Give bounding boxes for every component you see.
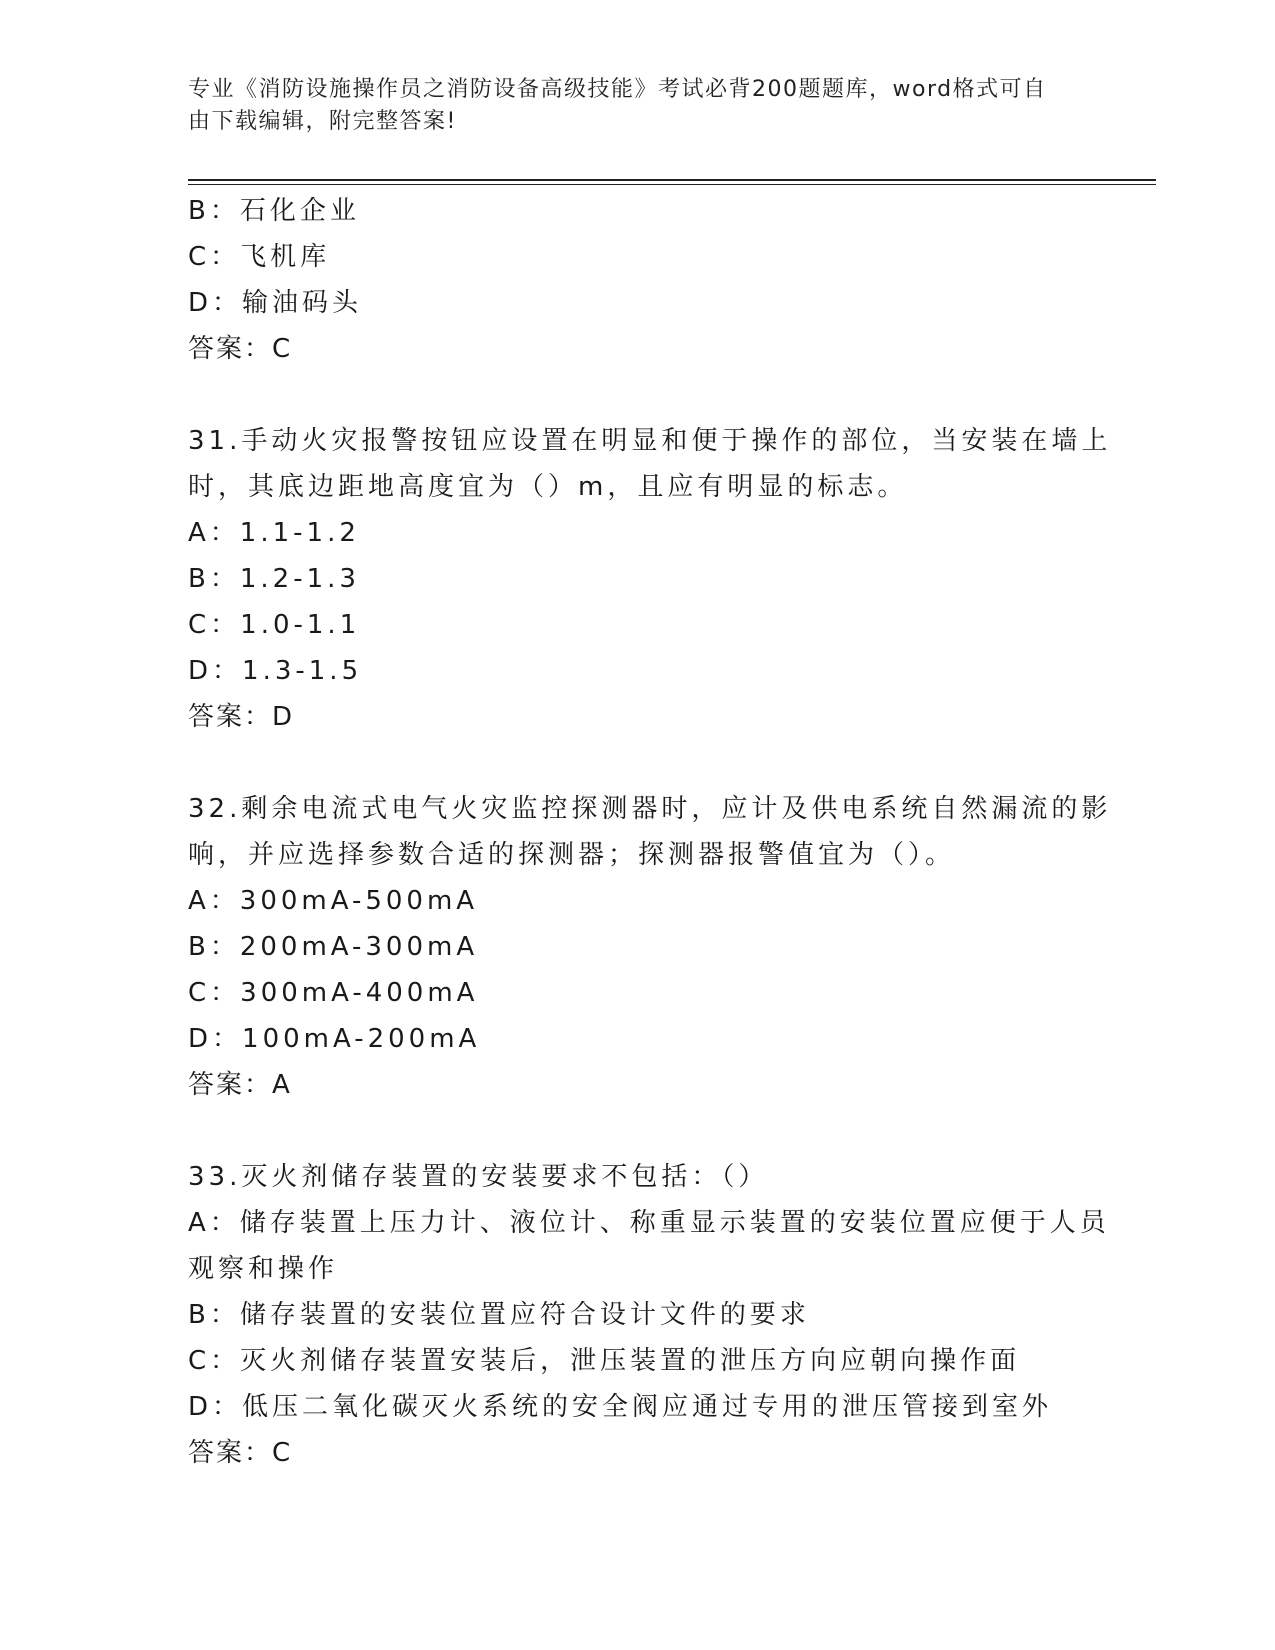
- option-c: C：300mA-400mA: [188, 978, 479, 1008]
- answer: 答案：C: [188, 1438, 293, 1468]
- question-text-line: 32.剩余电流式电气火灾监控探测器时，应计及供电系统自然漏流的影: [188, 794, 1112, 824]
- option-a-continued: 观察和操作: [188, 1254, 339, 1284]
- question-text-line: 31.手动火灾报警按钮应设置在明显和便于操作的部位，当安装在墙上: [188, 426, 1112, 456]
- option-c: C：1.0-1.1: [188, 610, 361, 640]
- prev-question: [188, 188, 1088, 372]
- option-b: B：储存装置的安装位置应符合设计文件的要求: [188, 1300, 810, 1330]
- header-rule-thin: [188, 184, 1156, 185]
- option-d: D：100mA-200mA: [188, 1024, 481, 1054]
- question-text-line: 时，其底边距地高度宜为（）m，且应有明显的标志。: [188, 472, 908, 502]
- answer: 答案：C: [188, 334, 293, 364]
- option-a: A：1.1-1.2: [188, 518, 360, 548]
- header-title: 专业《消防设施操作员之消防设备高级技能》考试必背200题题库，word格式可自由下载编辑，附完整答案!: [188, 77, 1047, 134]
- option-b: B：1.2-1.3: [188, 564, 360, 594]
- option-d: D：低压二氧化碳灭火系统的安全阀应通过专用的泄压管接到室外: [188, 1392, 1053, 1422]
- question-text-line: 33.灭火剂储存装置的安装要求不包括：（）: [188, 1162, 769, 1192]
- answer: 答案：D: [188, 702, 295, 732]
- question-31: [188, 418, 1112, 740]
- question-content: [188, 188, 1112, 1476]
- option-c: C：灭火剂储存装置安装后，泄压装置的泄压方向应朝向操作面: [188, 1346, 1021, 1376]
- question-32: [188, 786, 1112, 1108]
- answer: 答案：A: [188, 1070, 292, 1100]
- option-d: D：输油码头: [188, 288, 363, 318]
- option-a: A：300mA-500mA: [188, 886, 479, 916]
- question-text-line: 响，并应选择参数合适的探测器；探测器报警值宜为（）。: [188, 840, 956, 870]
- header-rule-thick: [188, 179, 1156, 181]
- option-d: D：1.3-1.5: [188, 656, 363, 686]
- question-33: [188, 1154, 1110, 1476]
- option-c: C：飞机库: [188, 242, 331, 272]
- option-b: B：石化企业: [188, 196, 360, 226]
- option-b: B：200mA-300mA: [188, 932, 479, 962]
- option-a: A：储存装置上压力计、液位计、称重显示装置的安装位置应便于人员: [188, 1208, 1110, 1238]
- document-header: [188, 74, 1068, 138]
